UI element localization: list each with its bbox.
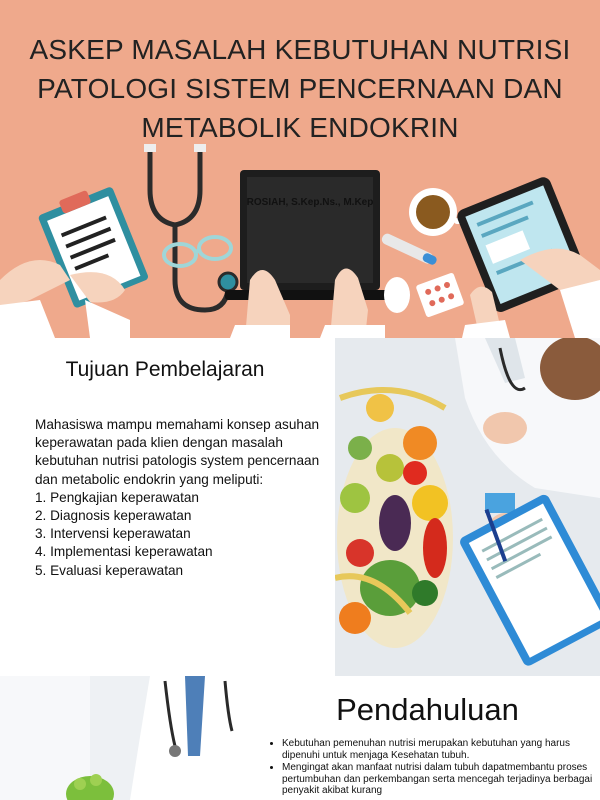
title-banner	[0, 0, 600, 338]
objective-item: 2. Diagnosis keperawatan	[35, 508, 192, 524]
doctor-photo	[0, 676, 255, 800]
mouse-icon	[384, 277, 410, 313]
intro-bullet: • Mengingat akan manfaat nutrisi dalam tubuh dapatmembantu proses pertumbuhan dan perkembangan serta mencegah terjadinya berbagai penyakit akibat kurang	[282, 762, 600, 797]
doctor-photo-image	[0, 676, 255, 800]
stethoscope-icon	[150, 150, 228, 310]
objectives-list	[35, 489, 325, 580]
objective-item: 4. Implementasi keperawatan	[35, 544, 213, 560]
coffee-cup-icon	[409, 188, 466, 236]
slide-introduction	[0, 676, 600, 800]
banner-title-line-2: PATOLOGI SISTEM PENCERNAAN DAN	[37, 73, 563, 104]
pills-icon	[415, 272, 464, 318]
objective-item: 5. Evaluasi keperawatan	[35, 562, 184, 578]
slide-learning-objectives	[0, 338, 600, 676]
nutrition-photo-image	[335, 338, 600, 676]
author-name: ROSIAH, S.Kep.Ns., M.Kep	[246, 197, 374, 208]
medical-illustration	[0, 130, 600, 338]
slide2-body	[35, 416, 325, 580]
banner-title-line-3: METABOLIK ENDOKRIN	[141, 112, 459, 143]
intro-bullet: • Kebutuhan pemenuhan nutrisi merupakan kebutuhan yang harus dipenuhi untuk menjaga Kesehatan tubuh.	[282, 738, 600, 761]
slide2-title: Tujuan Pembelajaran	[65, 358, 265, 381]
banner-title-line-1: ASKEP MASALAH KEBUTUHAN NUTRISI	[29, 34, 571, 65]
slide2-intro: Mahasiswa mampu memahami konsep asuhan keperawatan pada klien dengan masalah kebutuhan nutrisi patologis system pencernaan dan metabolic endokrin yang meliputi:	[35, 417, 320, 487]
nutrition-photo	[335, 338, 600, 676]
intro-bullets	[268, 738, 600, 798]
objective-item: 3. Intervensi keperawatan	[35, 526, 191, 542]
objective-item: 1. Pengkajian keperawatan	[35, 489, 199, 505]
slide3-title: Pendahuluan	[336, 692, 519, 727]
thermometer-icon	[380, 232, 438, 267]
